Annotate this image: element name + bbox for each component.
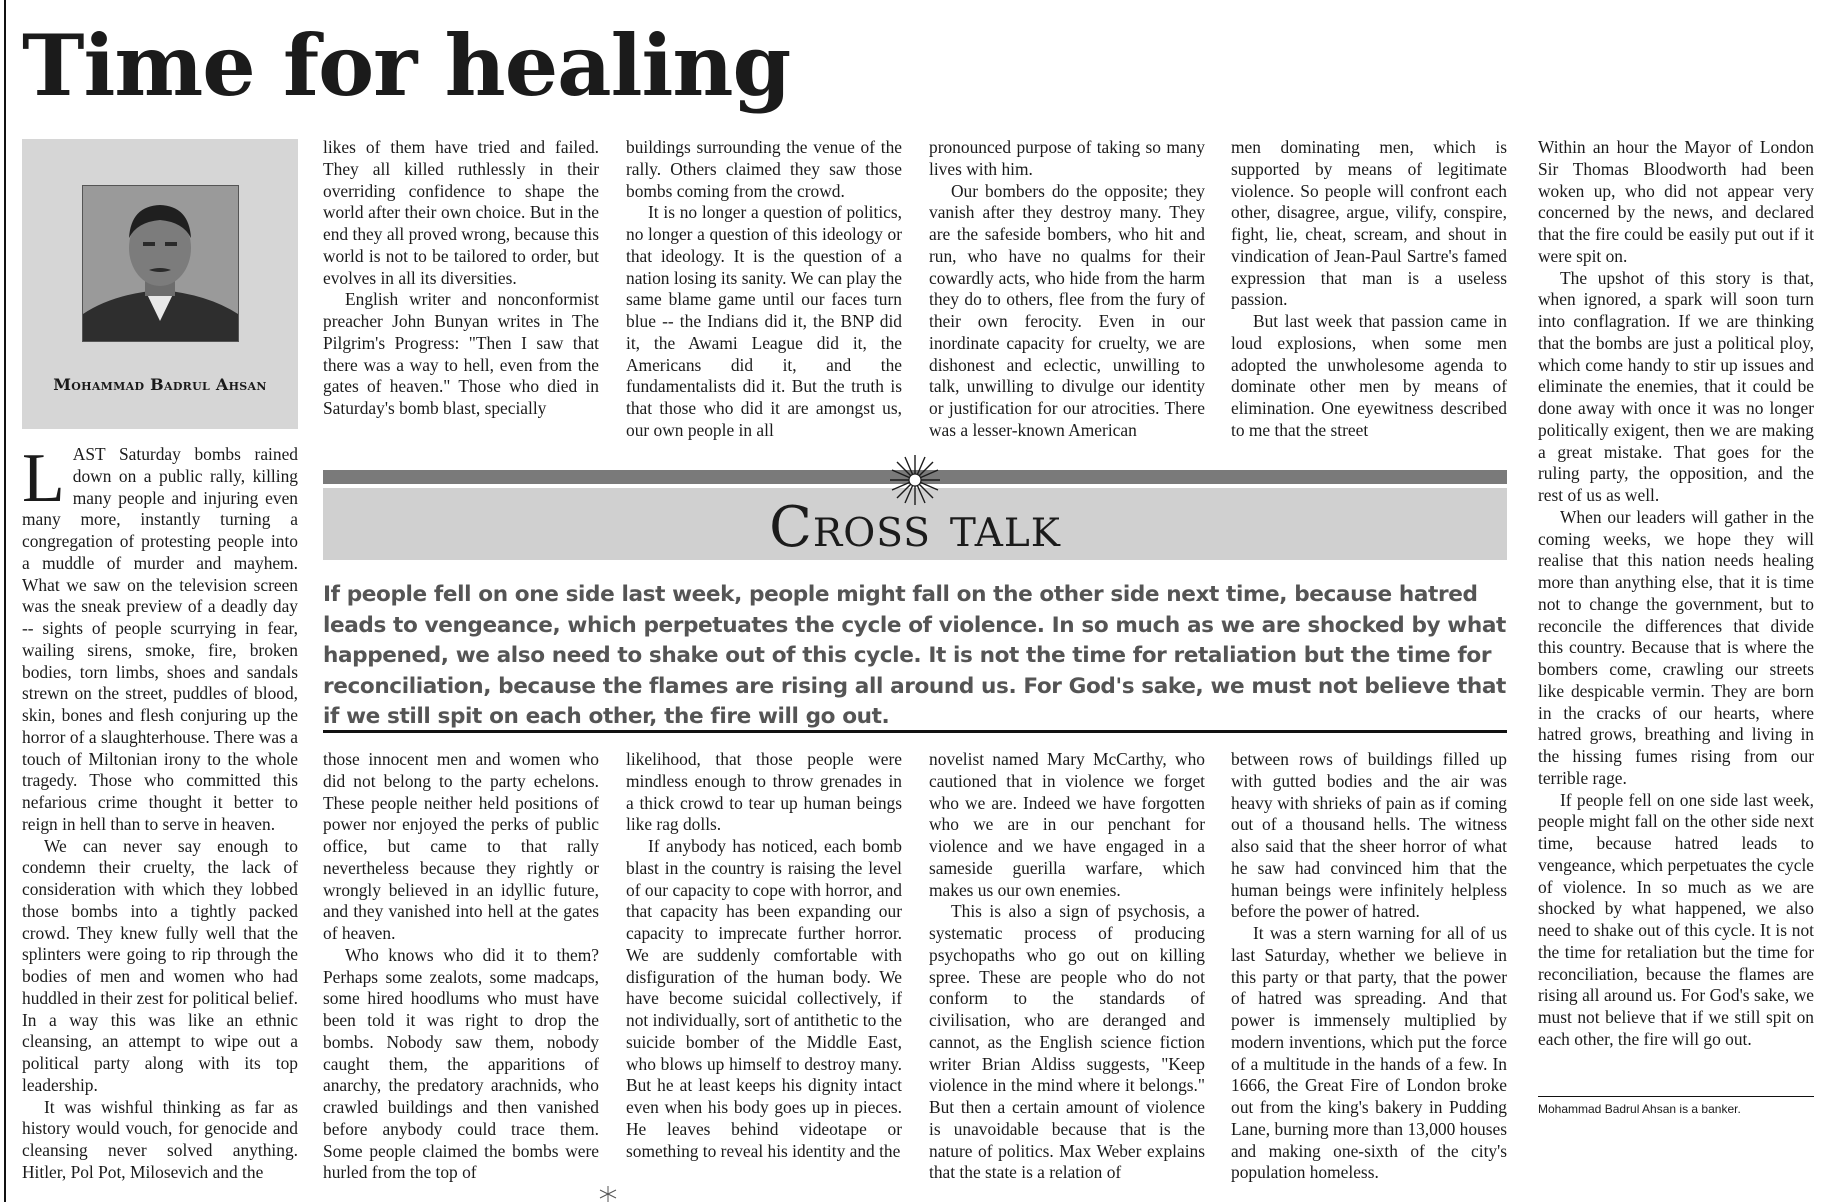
article-paragraph: those innocent men and women who did not belong to the party echelons. These people neither held positions of power nor enjoyed the perks of public office, but came to that rally nevertheless because they rightly or wrongly believed in an idyllic future, and they vanished into hell at the gates of heaven. [323, 749, 599, 943]
article-paragraph: It is no longer a question of politics, no longer a question of this ideology or that ideology. It is the question of a nation losing its sanity. We can play the same blame game until our faces turn blue -- the Indians did it, the BNP did it, the Awami League did it, the Americans did it, and the fundamentalists did it. But the truth is that those who did it are amongst us, our own people in all [626, 202, 902, 440]
article-paragraph: likelihood, that those people were mindless enough to throw grenades in a thick crowd to tear up human beings like rag dolls. [626, 749, 902, 835]
byline-box [22, 139, 298, 429]
left-margin-rule [4, 0, 6, 1202]
article-column-6 [1538, 137, 1814, 1087]
crosstalk-title: Cross talk [769, 495, 1061, 560]
article-paragraph: English writer and nonconformist preacher John Bunyan writes in The Pilgrim's Progress: "Then I saw that there was a way to hell, even from the gates of heaven." Those who died in Saturday's bomb blast, specially [323, 289, 599, 418]
article-paragraph: But last week that passion came in loud explosions, when some men adopted the unwholesome agenda to dominate other men by means of elimination. One eyewitness described to me that the street [1231, 311, 1507, 440]
article-column-3-bottom [626, 749, 902, 1200]
article-paragraph: Our bombers do the opposite; they vanish after they destroy many. They are the safeside bombers, who hit and run, who have no qualms for their cowardly acts, who hide from the harm they do to others, flee from the fury of their own ferocity. Even in our inordinate capacity for cruelty, we are dishonest and eclectic, unwilling to talk, unwilling to divulge our identity or justification for our atrocities. There was a lesser-known American [929, 180, 1205, 440]
article-paragraph: Within an hour the Mayor of London Sir Thomas Bloodworth had been woken up, who did not appear very concerned by the news, and declared that the fire could be easily put out if it were spit on. [1538, 137, 1814, 266]
starburst-icon [890, 455, 940, 505]
article-paragraph: LAST Saturday bombs rained down on a public rally, killing many people and injuring even many more, instantly turning a congregation of protesting people into a muddle of murder and mayhem. What we saw on the television screen was the sneak preview of a deadly day -- sights of people scurrying in fear, wailing sirens, smoke, fire, broken bodies, torn limbs, shoes and sandals strewn on the street, puddles of blood, skin, bones and flesh conjuring up the horror of a slaughterhouse. There was a touch of Miltonian irony to the whole tragedy. Those who committed this nefarious crime thought it better to reign in hell than to serve in heaven. [22, 444, 298, 834]
article-paragraph: When our leaders will gather in the coming weeks, we hope they will realise that this nation needs healing more than anything else, that it is time not to change the government, but to reconcile the differences that divide this country. Because that is where the bombers come, crawling our streets like despicable vermin. They are born in the cracks of our hearts, where hatred grows, breathing and living in the hissing fumes rising from our terrible rage. [1538, 506, 1814, 788]
article-paragraph: If anybody has noticed, each bomb blast in the country is raising the level of our capacity to cope with horror, and that capacity has been expanding our capacity to imprecate further horror. We are suddenly comfortable with disfiguration of the human body. We have become suicidal collectively, if not individually, sort of antithetic to the suicide bomber of the Middle East, who blows up himself to destroy many. But he at least keeps his dignity intact even when his body goes up in pieces. He leaves behind videotape or something to reveal his identity and the [626, 836, 902, 1161]
article-paragraph: buildings surrounding the venue of the rally. Others claimed they saw those bombs coming from the crowd. [626, 137, 902, 201]
footnote-rule [1538, 1096, 1814, 1097]
article-column-2-bottom [323, 749, 599, 1200]
article-column-4-bottom [929, 749, 1205, 1200]
article-paragraph: between rows of buildings filled up with gutted bodies and the air was heavy with shrieks of pain as if coming out of a thousand hells. The witness also said that the sheer horror of what he saw had convinced him that the human beings were infinitely helpless before the power of hatred. [1231, 749, 1507, 922]
article-paragraph: We can never say enough to condemn their cruelty, the lack of consideration with which they lobbed those bombs into a tightly packed crowd. They knew fully well that the splinters were going to rip through the bodies of men and women who had huddled in their zest for political belief. In a way this was like an ethnic cleansing, an attempt to wipe out a political party along with its top leadership. [22, 835, 298, 1095]
article-paragraph: likes of them have tried and failed. They all killed ruthlessly in their overriding confidence to shape the world after their own choice. But in the end they all proved wrong, because this world is not to be tailored to order, but evolves in all its diversities. [323, 137, 599, 288]
article-column-5-top [1231, 137, 1507, 444]
article-paragraph: If people fell on one side last week, people might fall on the other side next time, because hatred leads to vengeance, which perpetuates the cycle of violence. In so much as we are shocked by what happened, we also need to shake out of this cycle. It is not the time for retaliation but the time for reconciliation, because the flames are rising all around us. For God's sake, we must not believe that if we still spit on each other, the fire will go out. [1538, 789, 1814, 1049]
author-name: Mohammad Badrul Ahsan [53, 375, 267, 394]
drop-cap: L [22, 444, 65, 517]
article-paragraph: It was wishful thinking as far as history would vouch, for genocide and cleansing never solved anything. Hitler, Pol Pot, Milosevich and the [22, 1096, 298, 1182]
headline: Time for healing [22, 16, 791, 115]
article-paragraph: pronounced purpose of taking so many lives with him. [929, 137, 1205, 179]
crosstalk-pullquote: If people fell on one side last week, people might fall on the other side next time, because hatred leads to vengeance, which perpetuates the cycle of violence. In so much as we are shocked by what happened, we also need to shake out of this cycle. It is not the time for retaliation but the time for reconciliation, because the flames are rising all around us. For God's sake, we must not believe that if we still spit on each other, the fire will go out. [323, 582, 1506, 729]
article-column-4-top [929, 137, 1205, 444]
article-paragraph: This is also a sign of psychosis, a systematic process of producing psychopaths who go out on killing spree. These are people who do not conform to the standards of civilisation, who are deranged and cannot, as the English science fiction writer Brian Aldiss suggests, "Keep violence in the mind where it belongs." But then a certain amount of violence is unavoidable because that is the nature of politics. Max Weber explains that the state is a relation of [929, 901, 1205, 1183]
article-column-3-top [626, 137, 902, 444]
article-paragraph: men dominating men, which is supported by means of legitimate violence. So people will confront each other, disagree, argue, vilify, conspire, fight, lie, cheat, scream, and shout in vindication of Jean-Paul Sartre's famed expression that man is a useless passion. [1231, 137, 1507, 310]
author-photo [82, 185, 239, 342]
article-paragraph: It was a stern warning for all of us last Saturday, whether we believe in this party or that party, that the power of hatred was spreading. And that power is immensely multiplied by modern inventions, which put the force of a multitude in the hands of a few. In 1666, the Great Fire of London broke out from the king's bakery in Pudding Lane, burning more than 13,000 houses and making one-sixth of the city's population homeless. [1231, 923, 1507, 1183]
author-portrait-icon [83, 186, 238, 341]
article-column-2-top [323, 137, 599, 444]
page-ornament-icon [597, 1186, 619, 1202]
article-paragraph: novelist named Mary McCarthy, who cautioned that in violence we forget who we are. Indeed we have forgotten who we are in our penchant for violence and we have engaged in a sameside guerilla warfare, which makes us our own enemies. [929, 749, 1205, 900]
crosstalk-bottom-rule [323, 730, 1507, 733]
article-column-5-bottom [1231, 749, 1507, 1200]
article-paragraph: The upshot of this story is that, when ignored, a spark will soon turn into conflagration. If we are thinking that the bombs are just a political ploy, which come handy to stir up issues and eliminate the enemies, that it could be done away with once it was no longer politically exigent, then we are making a great mistake. That goes for the ruling party, the opposition, and the rest of us as well. [1538, 267, 1814, 505]
author-footnote: Mohammad Badrul Ahsan is a banker. [1538, 1102, 1741, 1116]
article-paragraph: Who knows who did it to them? Perhaps some zealots, some madcaps, some hired hoodlums who must have been told it was right to drop the bombs. Nobody saw them, nobody caught them, the apparitions of anarchy, the predatory arachnids, who crawled buildings and then vanished before anybody could trace them. Some people claimed the bombs were hurled from the top of [323, 944, 599, 1183]
article-column-1 [22, 444, 298, 1200]
